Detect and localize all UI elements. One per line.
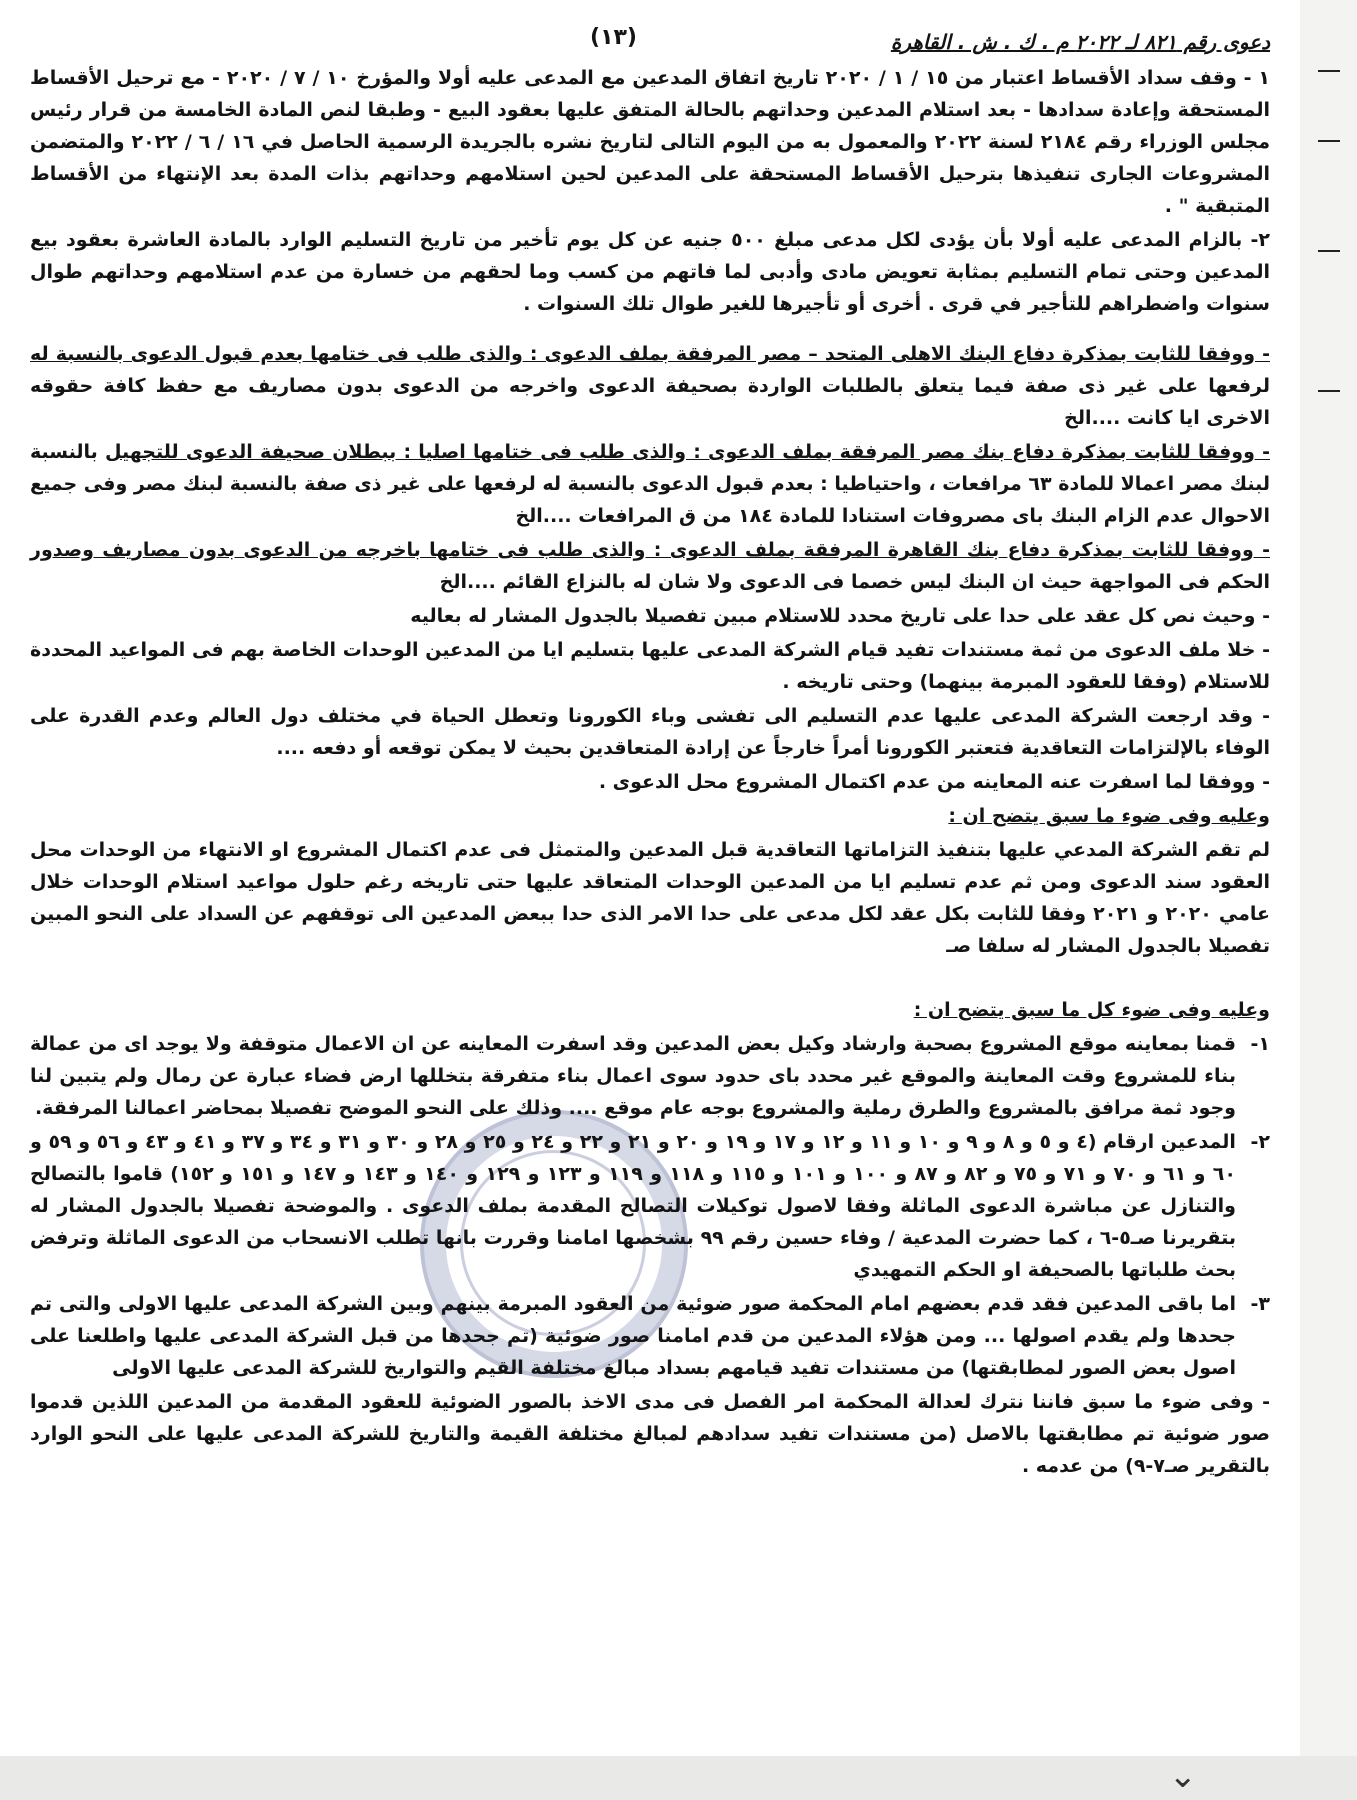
no-delivery-evidence: - خلا ملف الدعوى من ثمة مستندات تفيد قيام الشركة المدعى عليها بتسليم ايا من المدعين الوحدات الخاصة بهم فى المواعيد المحددة للاستلام (وفقا للعقود المبرمة بينهما) وحتى تاريخه . (30, 639, 1270, 693)
inspection-result: - ووفقا لما اسفرت عنه المعاينه من عدم اكتمال المشروع محل الدعوى . (598, 771, 1270, 793)
finding-item-2 (30, 1126, 1270, 1286)
contract-delivery-date: - وحيث نص كل عقد على حدا على تاريخ محدد للاستلام مبين تفصيلا بالجدول المشار له بعاليه (410, 605, 1270, 627)
document-body (30, 22, 1270, 1484)
defense-memo-banque-misr (30, 436, 1270, 532)
court-discretion-paragraph: - وفى ضوء ما سبق فاننا نترك لعدالة المحكمة امر الفصل فى مدى الاخذ بالصور الضوئية للعقود المقدمة من المدعين اللذين قدموا صور ضوئية تم مطابقتها بالاصل (من مستندات تفيد سدادهم لمبالغ مختلفة القيمة والتاريخ للشركة المدعى عليها على النحو الوارد بالتقرير صـ٧-٩) من عدمه . (30, 1391, 1270, 1477)
defense-memo-nbe-text: لرفعها على غير ذى صفة فيما يتعلق بالطلبات الواردة بصحيفة الدعوى واخرجه من الدعوى بدون مصاريف مع حفظ كافة حقوقه الاخرى ايا كانت ....الخ (30, 375, 1270, 429)
finding-number: ٢- (1250, 1131, 1270, 1153)
findings-list (30, 1028, 1270, 1384)
finding-number: ٣- (1250, 1293, 1270, 1315)
defense-memo-banque-du-caire (30, 534, 1270, 598)
margin-tick (1318, 70, 1340, 72)
defense-memo-banque-du-caire-heading: - ووفقا للثابت بمذكرة دفاع بنك القاهرة المرفقة بملف الدعوى : والذى طلب فى ختامها باخرجه من الدعوى بدون مصاريف وصدور (30, 539, 1270, 561)
finding-item-3 (30, 1288, 1270, 1384)
finding-text: قمنا بمعاينه موقع المشروع بصحبة وارشاد وكيل بعض المدعين وقد اسفرت المعاينه عن ان الاعمال متوقفة ولا يوجد اى من عمالة بناء للمشروع وقت المعاينة والموقع غير محدد باى حدود سوى اعمال بناء متفرقة بتخللها ارض فضاء عبارة عن رمال ولم يتبين لنا وجود ثمة مرافق بالمشروع والطرق رملية والمشروع بوجه عام موقع .... وذلك على النحو الموضح تفصيلا بمحاضر اعمالنا المرفقة. (30, 1033, 1236, 1119)
margin-tick (1318, 250, 1340, 252)
corona-justification: - وقد ارجعت الشركة المدعى عليها عدم التسليم الى تفشى وباء الكورونا وتعطل الحياة في مختلف دول العالم وعدم القدرة على الوفاء بالإلتزامات التعاقدية فتعتبر الكورونا أمراً خارجاً عن إرادة المتعاقدين بحيث لا يمكن توقعه أو دفعه .... (30, 705, 1270, 759)
defense-memo-nbe-heading: - ووفقا للثابت بمذكرة دفاع البنك الاهلى المتحد – مصر المرفقة بملف الدعوى : والذى طلب فى ختامها بعدم قبول الدعوى بالنسبة له (30, 343, 1270, 365)
defense-memo-banque-misr-heading: - ووفقا للثابت بمذكرة دفاع بنك مصر المرفقة بملف الدعوى : والذى طلب فى ختامها اصليا : ببطلان صحيفة الدعوى للتجهيل (105, 441, 1270, 463)
case-reference: دعوى رقم ٨٢١ لـ ٢٠٢٢ م . ك . ش . القاهرة (890, 30, 1270, 54)
section-heading-2: وعليه وفى ضوء كل ما سبق يتضح ان : (913, 999, 1270, 1021)
margin-tick (1318, 140, 1340, 142)
defense-memo-banque-du-caire-text: الحكم فى المواجهة حيث ان البنك ليس خصما فى الدعوى ولا شان له بالنزاع القائم ....الخ (439, 571, 1270, 593)
finding-paragraph: لم تقم الشركة المدعي عليها بتنفيذ التزاماتها التعاقدية قبل المدعين والمتمثل فى عدم اكتمال المشروع او الانتهاء من الوحدات محل العقود سند الدعوى ومن ثم عدم تسليم ايا من المدعين الوحدات المتعاقد عليها حتى تاريخه رغم حلول مواعيد استلام الوحدات خلال عامي ٢٠٢٠ و ٢٠٢١ وفقا للثابت بكل عقد لكل مدعى على حدا الامر الذى حدا ببعض المدعين الى توقفهم عن السداد على النحو المبين تفصيلا بالجدول المشار له سلفا صـ (30, 839, 1271, 957)
finding-text: اما باقى المدعين فقد قدم بعضهم امام المحكمة صور ضوئية من العقود المبرمة بينهم وبين الشركة المدعى عليها الاولى والتى تم جحدها ولم يقدم اصولها ... ومن هؤلاء المدعين من قدم امامنا صور ضوئية (تم جحدها من قبل الشركة المدعى عليها واطلعنا على اصول بعض الصور لمطابقتها) من مستندات تفيد قيامهم بسداد مبالغ مختلفة القيم والتواريخ للشركة المدعى عليها الاولى (30, 1293, 1236, 1379)
request-item-1: ١ - وقف سداد الأقساط اعتبار من ١٥ / ١ / ٢٠٢٠ تاريخ اتفاق المدعين مع المدعى عليه أولا والمؤرخ ١٠ / ٧ / ٢٠٢٠ - مع ترحيل الأقساط المستحقة وإعادة سدادها - بعد استلام المدعين وحداتهم بالحالة المتفق عليها بعقود البيع - وطبقا لنص المادة الخامسة من قرار رئيس مجلس الوزراء رقم ٢١٨٤ لسنة ٢٠٢٢ والمعمول به من اليوم التالى لتاريخ نشره بالجريدة الرسمية الحاصل في ١٦ / ٦ / ٢٠٢٢ والمتضمن المشروعات الجارى تنفيذها بترحيل الأقساط المستحقة على المدعين لحين استلامهم وحداتهم بذات المدة بعد الإنتهاء من الأقساط المتبقية " . (30, 67, 1271, 217)
section-heading-1: وعليه وفى ضوء ما سبق يتضح ان : (948, 805, 1270, 827)
finding-item-1 (30, 1028, 1270, 1124)
chevron-down-icon[interactable]: ⌄ (1168, 1756, 1197, 1796)
finding-number: ١- (1250, 1033, 1270, 1055)
viewer-bottom-bar (0, 1756, 1357, 1800)
finding-text: المدعين ارقام (٤ و ٥ و ٨ و ٩ و ١٠ و ١١ و ١٢ و ١٧ و ١٩ و ٢٠ و ٢١ و ٢٢ و ٢٤ و ٢٥ و ٢٨ و ٣٠ و ٣١ و ٣٤ و ٣٧ و ٤١ و ٤٣ و ٥٦ و ٥٩ و ٦٠ و ٦١ و ٧٠ و ٧١ و ٧٥ و ٨٢ و ٨٧ و ١٠٠ و ١٠١ و ١١٥ و ١١٨ و ١١٩ و ١٢٣ و ١٢٩ و ١٤٠ و ١٤٣ و ١٤٧ و ١٥١ و ١٥٢) قاموا بالتصالح والتنازل عن مباشرة الدعوى الماثلة وفقا لاصول توكيلات التصالح المقدمة بملف الدعوى . والموضحة تفصيلا بالجدول المشار له بتقريرنا صـ٥-٦ ، كما حضرت المدعية / وفاء حسين رقم ٩٩ بشخصها امامنا وقررت بانها تطلب الانسحاب من الدعوى الماثلة وترفض بحث طلباتها بالصحيفة او الحكم التمهيدي (30, 1131, 1236, 1281)
request-item-2: ٢- بالزام المدعى عليه أولا بأن يؤدى لكل مدعى مبلغ ٥٠٠ جنيه عن كل يوم تأخير من تاريخ التسليم الوارد بالمادة العاشرة بعقود بيع المدعين وحتى تمام التسليم بمثابة تعويض مادى وأدبى لما فاتهم من كسب وما لحقهم من خسارة من عدم استلامهم وحداتهم طوال سنوات واضطراهم للتأجير في قرى . أخرى أو تأجيرها للغير طوال تلك السنوات . (30, 229, 1270, 315)
defense-memo-banque-misr-text: بالنسبة لبنك مصر اعمالا للمادة ٦٣ مرافعات ، واحتياطيا : بعدم قبول الدعوى بالنسبة له لرفعها على غير ذى صفة بالنسبة لبنك مصر وفى جميع الاحوال عدم الزام البنك باى مصروفات استنادا للمادة ١٨٤ من ق المرافعات ....الخ (30, 441, 1270, 527)
document-header (30, 22, 1270, 62)
margin-tick (1318, 390, 1340, 392)
defense-memo-nbe (30, 338, 1270, 434)
page-number: (١٣) (590, 25, 637, 50)
